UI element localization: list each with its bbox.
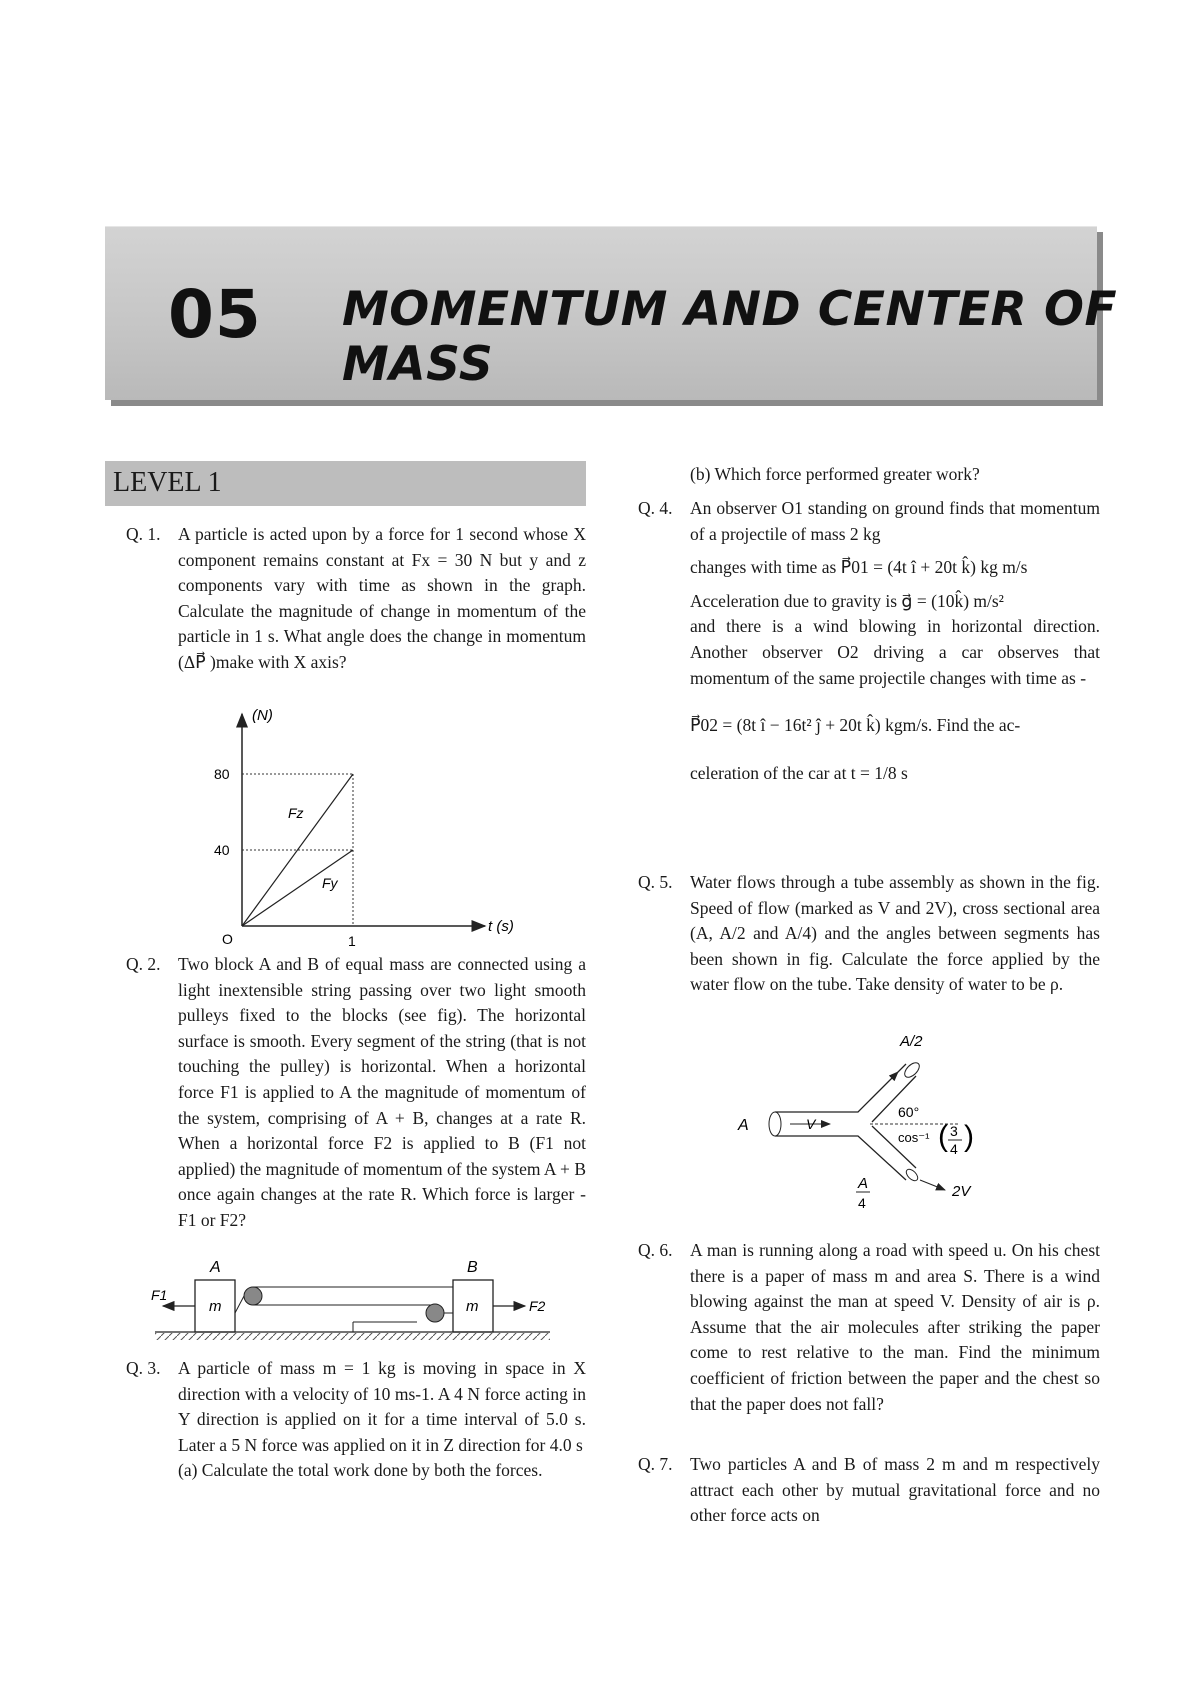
label-bottom-den: 4 <box>858 1195 866 1210</box>
question-text-line3: Acceleration due to gravity is g⃗ = (10k̂) m/s² <box>690 590 1004 611</box>
label-frac-num: 3 <box>950 1123 958 1139</box>
x-tick-1: 1 <box>348 933 356 946</box>
question-text: Water flows through a tube assembly as shown in the fig. Speed of flow (marked as V and 2V), cross sectional area (A, A/2 and A/4) and the angles between segments has been shown in fig. Calculate the force applied by the water flow on the tube. Take density of water to be ρ. <box>690 872 1100 995</box>
question-1 <box>126 522 586 676</box>
question-text: Two block A and B of equal mass are connected using a light inextensible string passing over two light smooth pulleys fixed to the blocks (see fig). The horizontal surface is smooth. Every segment of the string (that is not touching the pulley) is horizontal. When a horizontal force F1 is applied to A the magnitude of momentum of the system, comprising of A + B, changes at a rate R. When a horizontal force F2 is applied to B (F1 not applied) the magnitude of momentum of the system A + B once again changes at the rate R. Which force is larger - F1 or F2? <box>178 954 586 1230</box>
y-tick-40: 40 <box>214 842 230 858</box>
label-inlet: A <box>738 1117 749 1134</box>
x-unit-label: t (s) <box>488 918 514 935</box>
svg-text:): ) <box>964 1120 974 1153</box>
mass-a: m <box>209 1298 222 1315</box>
series-fy-label: Fy <box>322 875 338 891</box>
question-text-line5: P⃗02 = (8t î − 16t² ĵ + 20t k̂) kgm/s. Find the ac- <box>690 715 1021 736</box>
question-number: Q. 7. <box>638 1454 673 1474</box>
chapter-title: MOMENTUM AND CENTER OF MASS <box>342 282 1118 392</box>
label-frac-den: 4 <box>950 1141 958 1157</box>
question-number: Q. 4. <box>638 498 673 518</box>
label-top-area: A/2 <box>900 1033 923 1050</box>
ground <box>155 1333 550 1340</box>
question-number: Q. 3. <box>126 1358 161 1378</box>
question-3-part-b: (b) Which force performed greater work? <box>690 464 980 484</box>
question-text-line6: celeration of the car at t = 1/8 s <box>690 762 908 783</box>
label-cos: cos⁻¹ <box>898 1130 930 1145</box>
label-angle: 60° <box>898 1104 920 1120</box>
label-f1: F1 <box>151 1287 168 1303</box>
question-text: Two particles A and B of mass 2 m and m respectively attract each other by mutual gravitational force and no other force acts on <box>690 1454 1100 1526</box>
svg-text:(: ( <box>938 1120 948 1153</box>
label-bottom-num: A <box>858 1175 869 1192</box>
question-3 <box>126 1356 586 1484</box>
force-time-graph <box>200 706 530 946</box>
pulley-a <box>244 1287 262 1305</box>
question-text-line1: An observer O1 standing on ground finds that momentum of a projectile of mass 2 kg <box>690 498 1100 544</box>
chapter-number: 05 <box>168 276 262 353</box>
question-number: Q. 2. <box>126 954 161 974</box>
y-unit-label: (N) <box>252 707 273 724</box>
question-number: Q. 5. <box>638 872 673 892</box>
question-text: A man is running along a road with speed u. On his chest there is a paper of mass m and area S. There is a wind blowing against the man at speed V. Density of air is ρ. Assume that the air molecules after striking the paper come to rest relative to the man. Find the minimum coefficient of friction between the paper and the chest so that the paper does not fall? <box>690 1240 1100 1414</box>
label-2v: 2V <box>952 1183 971 1200</box>
blocks-pulley-figure <box>145 1256 565 1346</box>
label-v: V <box>806 1116 816 1132</box>
tube-main <box>775 1064 906 1180</box>
pulley-b <box>426 1304 444 1322</box>
question-text-line2: changes with time as P⃗01 = (4t î + 20t k̂) kg m/s <box>690 557 1028 578</box>
question-part-a: (a) Calculate the total work done by both the forces. <box>178 1460 543 1481</box>
series-fz-label: Fz <box>288 805 304 821</box>
question-5 <box>638 870 1100 998</box>
label-a: A <box>210 1259 221 1276</box>
question-2 <box>126 952 586 1234</box>
origin-label: O <box>222 931 233 946</box>
question-number: Q. 1. <box>126 524 161 544</box>
mass-b: m <box>466 1298 479 1315</box>
y-tick-80: 80 <box>214 766 230 782</box>
question-4 <box>638 496 1100 786</box>
label-b: B <box>467 1259 478 1276</box>
level-title: LEVEL 1 <box>113 467 222 498</box>
level-header <box>105 461 586 506</box>
tube-assembly-figure <box>730 1030 1010 1210</box>
question-text-line4: and there is a wind blowing in horizontal direction. Another observer O2 driving a car observes that momentum of the same projectile changes with time as - <box>690 616 1100 688</box>
question-text: A particle of mass m = 1 kg is moving in space in X direction with a velocity of 10 ms-1. A 4 N force acting in Y direction is applied on it for a time interval of 5.0 s. Later a 5 N force was applied on it in Z direction for 4.0 s <box>178 1358 586 1455</box>
question-number: Q. 6. <box>638 1240 673 1260</box>
question-text: A particle is acted upon by a force for 1 second whose X component remains constant at Fx = 30 N but y and z components vary with time as shown in the graph. Calculate the magnitude of change in momentum of the particle in 1 s. What angle does the change in momentum (ΔP⃗ )make with X axis? <box>178 524 586 672</box>
label-f2: F2 <box>529 1298 546 1314</box>
question-7 <box>638 1452 1100 1529</box>
question-6 <box>638 1238 1100 1417</box>
